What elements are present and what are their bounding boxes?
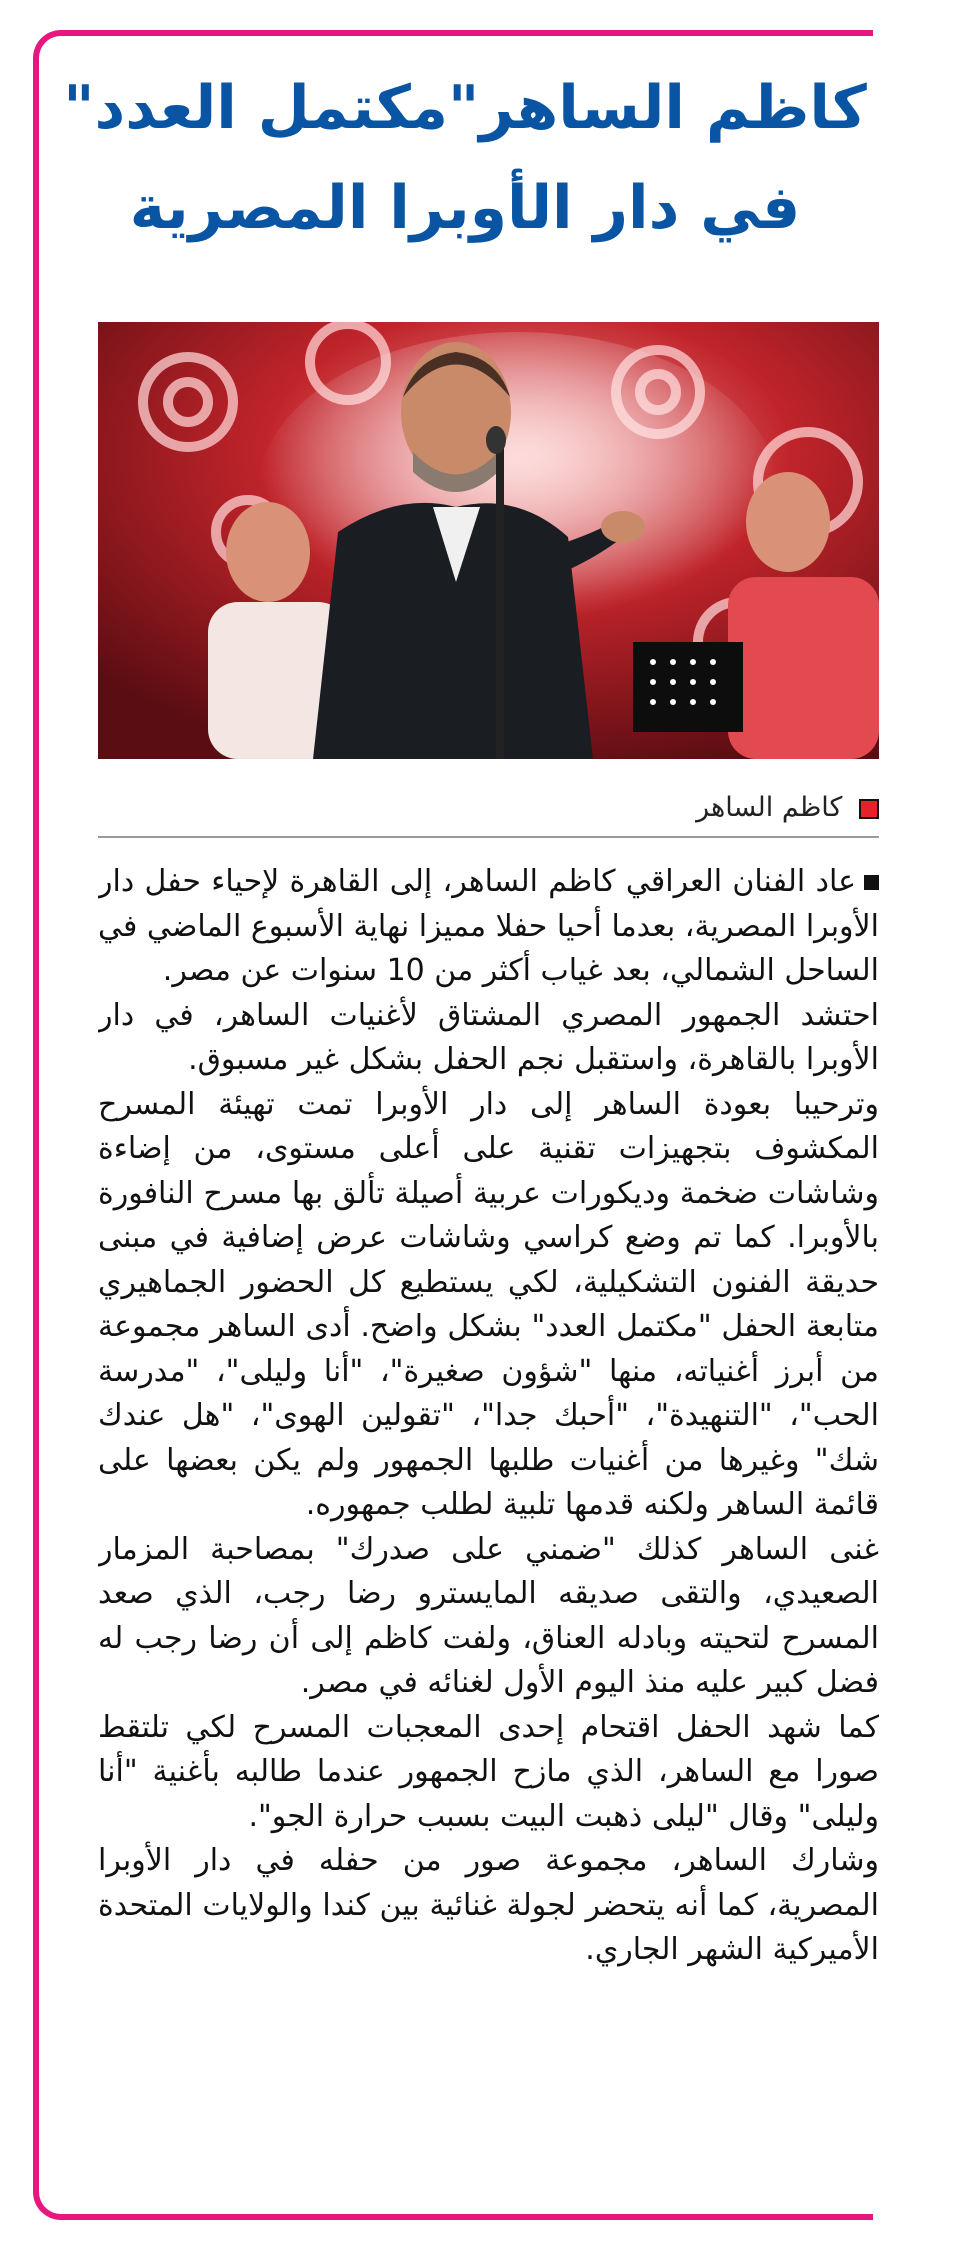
caption-marker bbox=[859, 799, 879, 819]
article-body bbox=[98, 860, 879, 2210]
lead-square-icon bbox=[864, 875, 879, 890]
headline-line-1: كاظم الساهر"مكتمل العدد" bbox=[63, 73, 867, 143]
photo-caption bbox=[98, 784, 879, 832]
paragraph-text: عاد الفنان العراقي كاظم الساهر، إلى القاهرة لإحياء حفل دار الأوبرا المصرية، بعدما أحيا حفلا مميزا نهاية الأسبوع الماضي في الساحل الشمالي، بعد غياب أكثر من 10 سنوات عن مصر. bbox=[98, 864, 879, 988]
body-paragraph: وشارك الساهر، مجموعة صور من حفله في دار الأوبرا المصرية، كما أنه يتحضر لجولة غنائية بين كندا والولايات المتحدة الأميركية الشهر الجاري. bbox=[98, 1843, 879, 1967]
caption-divider bbox=[98, 836, 879, 838]
caption-text: كاظم الساهر bbox=[696, 792, 843, 823]
body-paragraph: احتشد الجمهور المصري المشتاق لأغنيات الساهر، في دار الأوبرا بالقاهرة، واستقبل نجم الحفل بشكل غير مسبوق. bbox=[98, 997, 879, 1077]
article-headline bbox=[60, 58, 870, 258]
singer-photo-illustration bbox=[98, 322, 879, 759]
body-paragraph: غنى الساهر كذلك "ضمني على صدرك" بمصاحبة المزمار الصعيدي، والتقى صديقه المايسترو رضا رجب، الذي صعد المسرح لتحيته وبادله العناق، ولفت كاظم إلى أن رضا رجب له فضل كبير عليه منذ اليوم الأول لغنائه في مصر. bbox=[98, 1531, 879, 1700]
body-paragraph: وترحيبا بعودة الساهر إلى دار الأوبرا تمت تهيئة المسرح المكشوف بتجهيزات تقنية على أعلى مستوى، من إضاءة وشاشات ضخمة وديكورات عربية أصيلة تألق بها مسرح النافورة بالأوبرا. كما تم وضع كراسي وشاشات عرض إضافية في مبنى حديقة الفنون التشكيلية، لكي يستطيع كل الحضور الجماهيري متابعة الحفل "مكتمل العدد" بشكل واضح. أدى الساهر مجموعة من أبرز أغنياته، منها "شؤون صغيرة"، "أنا وليلى"، "مدرسة الحب"، "التنهيدة"، "أحبك جدا"، "تقولين الهوى"، "هل عندك شك" وغيرها من أغنيات طلبها الجمهور ولم يكن بعضها على قائمة الساهر ولكنه قدمها تلبية لطلب جمهوره. bbox=[98, 1086, 879, 1522]
article-photo bbox=[98, 322, 879, 759]
body-paragraph bbox=[98, 860, 879, 994]
headline-line-2: في دار الأوبرا المصرية bbox=[129, 173, 801, 243]
body-paragraph: كما شهد الحفل اقتحام إحدى المعجبات المسرح لكي تلتقط صورا مع الساهر، الذي مازح الجمهور عندما طالبه بأغنية "أنا وليلى" وقال "ليلى ذهبت البيت بسبب حرارة الجو". bbox=[98, 1709, 879, 1834]
